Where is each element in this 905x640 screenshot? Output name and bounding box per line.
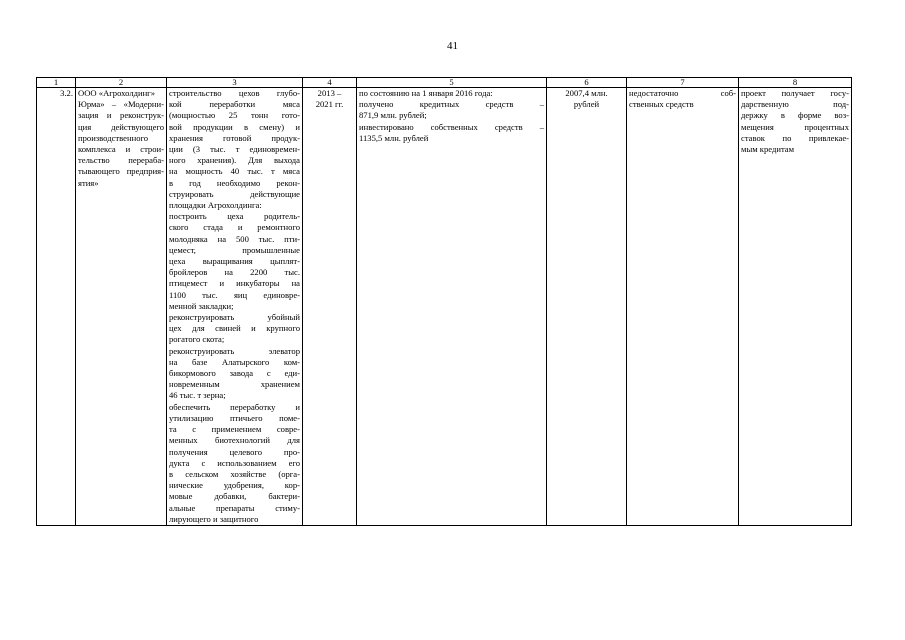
cell-line: на базе Алатырского ком-	[169, 356, 300, 367]
cell-line: дукта с использованием его	[169, 457, 300, 468]
column-header: 5	[357, 78, 547, 88]
cell-line: менных биотехнологий для	[169, 435, 300, 446]
cell-line: в год необходимо рекон-	[169, 177, 300, 188]
page-number: 41	[447, 40, 458, 52]
cell-line: (мощностью 25 тонн гото-	[169, 110, 300, 121]
cell-line: рублей	[573, 99, 600, 110]
cell-text	[169, 88, 300, 525]
cell-line: проект получает госу-	[741, 88, 849, 98]
cell-text	[78, 88, 164, 189]
cell-line: цеха выращивания цыплят-	[169, 256, 300, 267]
cell-line: птицемест и инкубаторы на	[169, 278, 300, 289]
cell-line: молодняка на 500 тыс. пти-	[169, 233, 300, 244]
cell-line: кой переработки мяса	[169, 99, 300, 110]
cell-line: ция действующего	[78, 121, 164, 132]
cell-line: ции (3 тыс. т единовремен-	[169, 144, 300, 155]
cell-line: 2021 гг.	[315, 99, 344, 110]
column-number-row	[37, 78, 852, 88]
column-header: 3	[167, 78, 303, 88]
cell-line: на мощность 40 тыс. т мяса	[169, 166, 300, 177]
project-description-cell	[167, 88, 303, 526]
cell-line: рогатого скота;	[169, 334, 225, 345]
cell-line: нические удобрения, кор-	[169, 480, 300, 491]
column-header: 7	[627, 78, 739, 88]
row-number-cell	[37, 88, 76, 526]
column-header: 1	[37, 78, 76, 88]
cell-line: реконструировать элеватор	[169, 345, 300, 356]
column-header: 6	[547, 78, 627, 88]
cell-line: ятия»	[78, 177, 99, 188]
cell-line: зация и реконструк-	[78, 110, 164, 121]
support-cell	[739, 88, 852, 526]
cell-line: цех для свиней и крупного	[169, 323, 300, 334]
cell-line: реконструировать убойный	[169, 312, 300, 323]
cell-text	[629, 88, 736, 110]
program-table	[36, 77, 852, 526]
cell-line: Юрма» – «Модерни-	[78, 99, 164, 110]
cell-line: 46 тыс. т зерна;	[169, 390, 226, 401]
project-name-cell	[76, 88, 167, 526]
cell-line: ного хранения). Для выхода	[169, 155, 300, 166]
cell-line: производственного	[78, 132, 149, 143]
cell-line: цемест, промышленные	[169, 244, 300, 255]
cell-line: в сельском хозяйстве (орга-	[169, 468, 300, 479]
cell-line: 871,9 млн. рублей;	[359, 110, 427, 121]
cell-line: бикормового завода с еди-	[169, 368, 300, 379]
cell-line: получено кредитных средств –	[359, 99, 544, 110]
cell-line: та с применением совре-	[169, 424, 300, 435]
cell-text	[305, 88, 354, 110]
cell-line: ООО «Агрохолдинг»	[78, 88, 156, 98]
cell-line: тельство перераба-	[78, 155, 164, 166]
cell-line: 1100 тыс. яиц единовре-	[169, 289, 300, 300]
cell-line: мовые добавки, бактери-	[169, 491, 300, 502]
cell-line: струировать действующие	[169, 188, 300, 199]
cell-line: хранения готовой продук-	[169, 132, 300, 143]
cell-line: 2007,4 млн.	[565, 88, 608, 98]
cell-line: тывающего предприя-	[78, 166, 164, 177]
cell-line: недостаточно соб-	[629, 88, 736, 98]
cell-text	[741, 88, 849, 155]
column-header: 4	[303, 78, 357, 88]
cell-line: менной закладки;	[169, 300, 234, 311]
cell-line: бройлеров на 2200 тыс.	[169, 267, 300, 278]
column-header: 8	[739, 78, 852, 88]
cell-line: 2013 –	[317, 88, 342, 98]
cell-line: по состоянию на 1 января 2016 года:	[359, 88, 493, 98]
cell-line: инвестировано собственных средств –	[359, 121, 544, 132]
cell-line: площадки Агрохолдинга:	[169, 200, 262, 211]
cell-line: вой продукции в смену) и	[169, 121, 300, 132]
cell-line: мым кредитам	[741, 144, 795, 155]
cell-line: получения целевого про-	[169, 446, 300, 457]
period-cell	[303, 88, 357, 526]
cell-line: лирующего и защитного	[169, 513, 259, 524]
cell-line: альные препараты стиму-	[169, 502, 300, 513]
status-cell	[357, 88, 547, 526]
cell-line: 1135,5 млн. рублей	[359, 132, 429, 143]
cell-text	[359, 88, 544, 144]
column-header: 2	[76, 78, 167, 88]
problems-cell	[627, 88, 739, 526]
cell-line: ставок по привлекае-	[741, 132, 849, 143]
cell-line: обеспечить переработку и	[169, 401, 300, 412]
cell-line: мещения процентных	[741, 121, 849, 132]
table-row	[37, 88, 852, 526]
cell-line: дарственную под-	[741, 99, 849, 110]
cell-line: строительство цехов глубо-	[169, 88, 300, 98]
cell-line: построить цеха родитель-	[169, 211, 300, 222]
amount-cell	[547, 88, 627, 526]
cell-line: ского стада и ремонтного	[169, 222, 300, 233]
row-number: 3.2.	[60, 88, 73, 98]
cell-line: утилизацию птичьего поме-	[169, 412, 300, 423]
cell-line: комплекса и строи-	[78, 144, 164, 155]
cell-line: держку в форме воз-	[741, 110, 849, 121]
cell-line: ственных средств	[629, 99, 694, 110]
cell-text	[549, 88, 624, 110]
cell-line: новременным хранением	[169, 379, 300, 390]
